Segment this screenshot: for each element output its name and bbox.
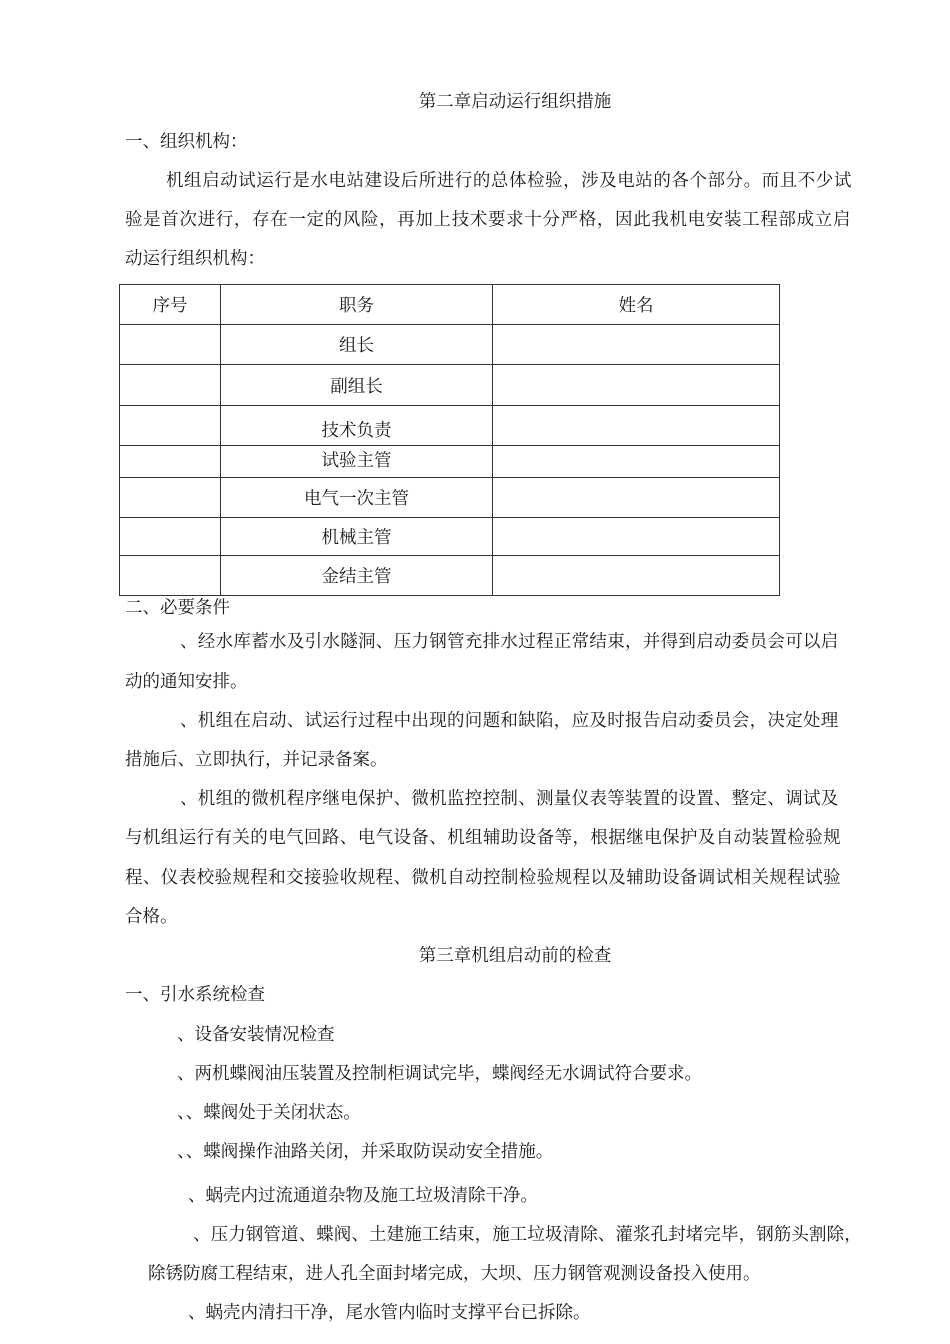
condition-2-line-2: 措施后、立即执行，并记录备案。 xyxy=(125,750,388,770)
table-row xyxy=(120,478,780,518)
row-role: 电气一次主管 xyxy=(221,478,493,518)
table-row xyxy=(120,325,780,365)
row-name xyxy=(493,478,780,518)
condition-3-line-4: 合格。 xyxy=(125,907,178,927)
row-no xyxy=(120,406,221,446)
intro-line-3: 动运行组织机构： xyxy=(125,249,265,269)
condition-3-line-3: 程、仪表校验规程和交接验收规程、微机自动控制检验规程以及辅助设备调试相关规程试验 xyxy=(125,868,841,888)
table-row xyxy=(120,446,780,478)
row-role: 试验主管 xyxy=(221,446,493,478)
check-item-7: 、蜗壳内清扫干净，尾水管内临时支撑平台已拆除。 xyxy=(188,1303,591,1323)
row-role: 金结主管 xyxy=(221,556,493,596)
row-name xyxy=(493,406,780,446)
row-role: 组长 xyxy=(221,325,493,365)
condition-3-line-2: 与机组运行有关的电气回路、电气设备、机组辅助设备等，根据继电保护及自动装置检验规 xyxy=(125,828,841,848)
row-name xyxy=(493,446,780,478)
table-row xyxy=(120,556,780,596)
intro-line-2: 验是首次进行，存在一定的风险，再加上技术要求十分严格，因此我机电安装工程部成立启 xyxy=(125,210,851,230)
intro-line-1: 机组启动试运行是水电站建设后所进行的总体检验，涉及电站的各个部分。而且不少试 xyxy=(166,171,852,191)
row-name xyxy=(493,365,780,406)
condition-3-line-1: 、机组的微机程序继电保护、微机监控控制、测量仪表等装置的设置、整定、调试及 xyxy=(180,789,839,809)
condition-1-line-1: 、经水库蓄水及引水隧洞、压力钢管充排水过程正常结束，并得到启动委员会可以启 xyxy=(180,632,839,652)
condition-1-line-2: 动的通知安排。 xyxy=(125,672,248,692)
check-item-6-line-1: 、压力钢管道、蝶阀、土建施工结束，施工垃圾清除、灌浆孔封堵完毕，钢筋头割除， xyxy=(193,1225,862,1245)
section-heading-water-system: 一、引水系统检查 xyxy=(125,985,265,1005)
row-role: 技术负责 xyxy=(221,406,493,446)
section-heading-conditions: 二、必要条件 xyxy=(125,598,230,618)
chapter2-title: 第二章启动运行组织措施 xyxy=(418,92,612,112)
row-no xyxy=(120,518,221,556)
row-no xyxy=(120,556,221,596)
row-no xyxy=(120,325,221,365)
section-heading-organization: 一、组织机构： xyxy=(125,132,248,152)
row-name xyxy=(493,518,780,556)
check-item-6-line-2: 除锈防腐工程结束，进人孔全面封堵完成，大坝、压力钢管观测设备投入使用。 xyxy=(148,1264,761,1284)
table-row xyxy=(120,406,780,446)
chapter3-title: 第三章机组启动前的检查 xyxy=(418,946,612,966)
check-item-2: 、两机蝶阀油压装置及控制柜调试完毕，蝶阀经无水调试符合要求。 xyxy=(177,1064,702,1084)
header-role: 职务 xyxy=(221,285,493,325)
organization-table xyxy=(119,284,780,596)
header-no: 序号 xyxy=(120,285,221,325)
row-role: 副组长 xyxy=(221,365,493,406)
row-no xyxy=(120,446,221,478)
condition-2-line-1: 、机组在启动、试运行过程中出现的问题和缺陷，应及时报告启动委员会，决定处理 xyxy=(180,711,839,731)
check-item-3: 、、蝶阀处于关闭状态。 xyxy=(177,1103,361,1123)
check-item-4: 、、蝶阀操作油路关闭，并采取防误动安全措施。 xyxy=(177,1142,554,1162)
table-header-row xyxy=(120,285,780,325)
check-item-1: 、设备安装情况检查 xyxy=(177,1025,335,1045)
row-no xyxy=(120,478,221,518)
row-role: 机械主管 xyxy=(221,518,493,556)
row-name xyxy=(493,556,780,596)
check-item-5: 、蜗壳内过流通道杂物及施工垃圾清除干净。 xyxy=(188,1186,538,1206)
table-row xyxy=(120,518,780,556)
header-name: 姓名 xyxy=(493,285,780,325)
table-row xyxy=(120,365,780,406)
row-name xyxy=(493,325,780,365)
row-no xyxy=(120,365,221,406)
